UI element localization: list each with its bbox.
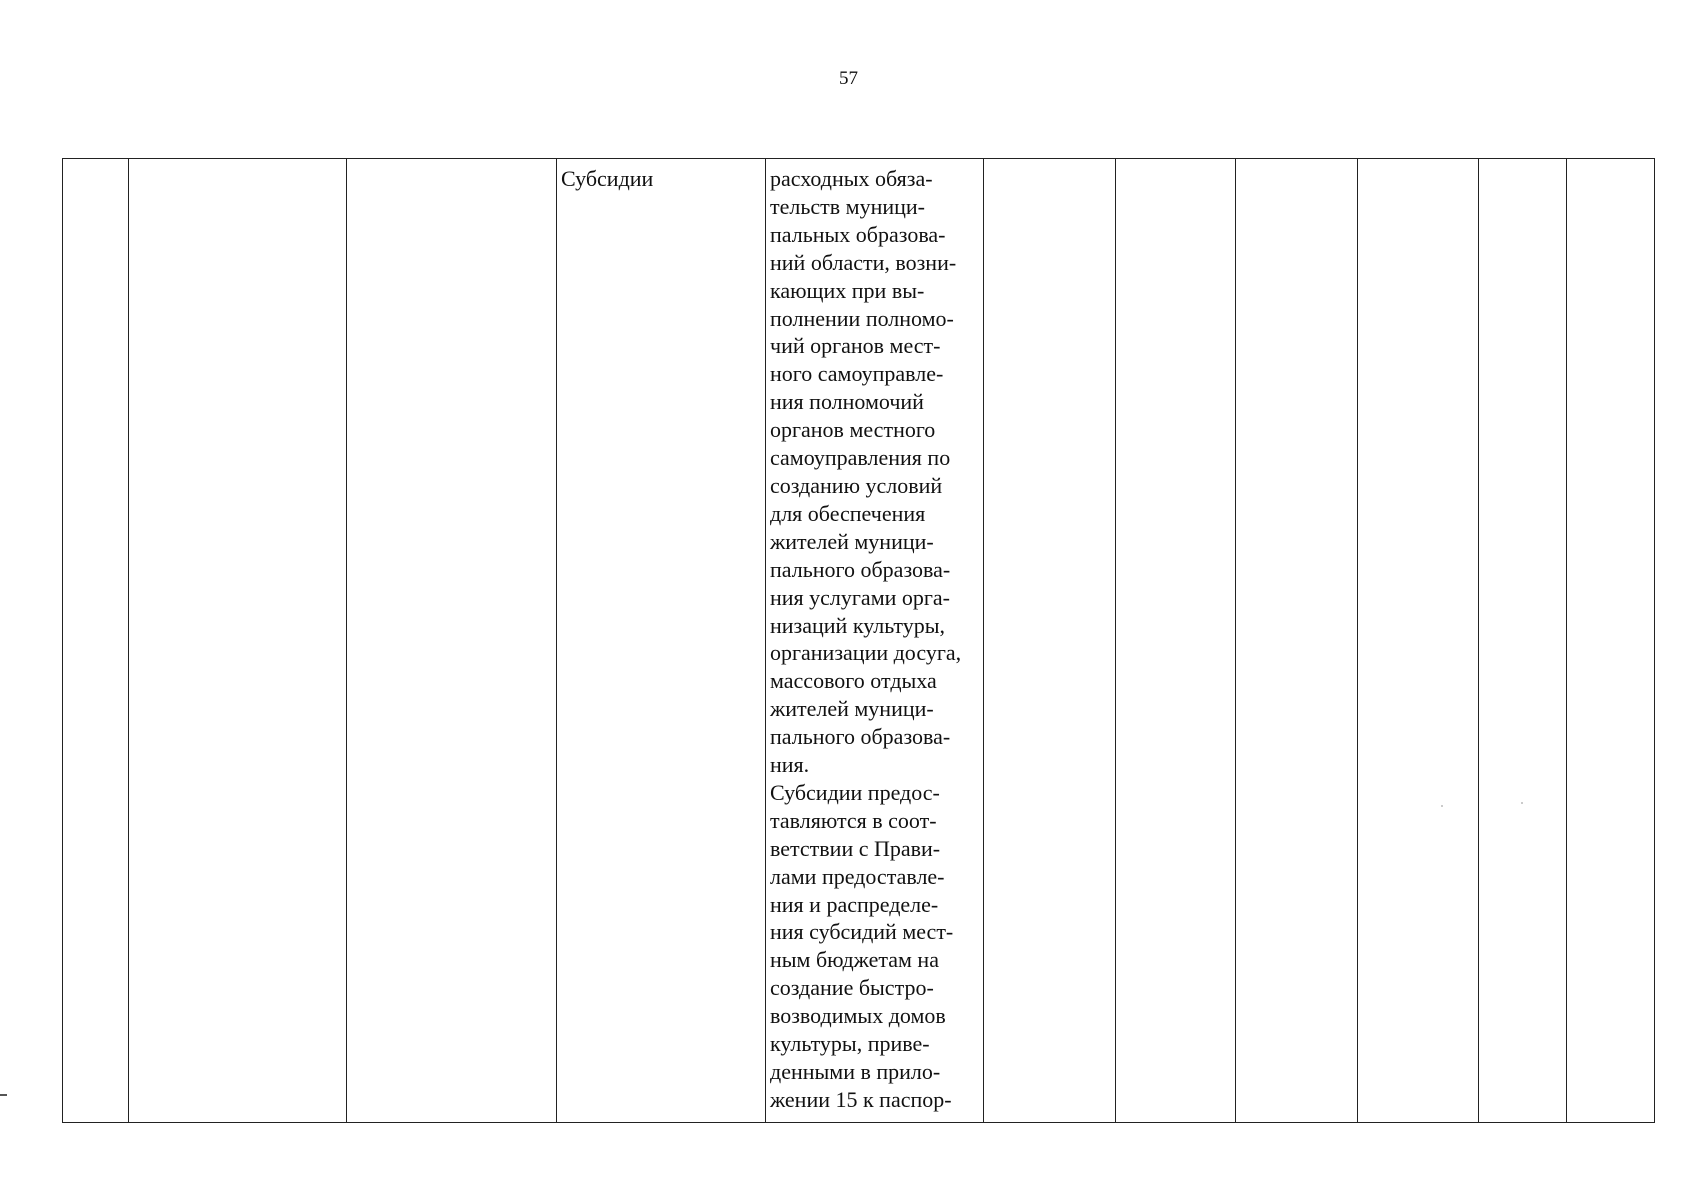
table-cell xyxy=(1479,159,1567,1123)
table-cell xyxy=(1358,159,1479,1123)
table-cell xyxy=(984,159,1116,1123)
scan-artifact-mark xyxy=(0,1094,7,1096)
table-cell xyxy=(347,159,557,1123)
table-cell-source-type: Субсидии xyxy=(557,159,766,1123)
table-cell xyxy=(63,159,129,1123)
table-row xyxy=(63,159,1655,1123)
scan-speck xyxy=(1441,805,1443,807)
table-cell xyxy=(1236,159,1358,1123)
scan-speck xyxy=(1521,802,1523,804)
continuation-table xyxy=(62,158,1655,1123)
table-cell xyxy=(1116,159,1236,1123)
table-cell-description: расходных обяза- тельств муници- пальных образова- ний области, возни- кающих при вы- полнении полномо- чий органов мест- ного самоуправле- ния полномочий органов местного самоуправления по созданию условий для обеспечения жителей муници- пального образова- ния услугами орга- низаций культуры, организации досуга, массового отдыха жителей муници- пального образова- ния. Субсидии предос- тавляются в соот- ветствии с Прави- лами предоставле- ния и распределе- ния субсидий мест- ным бюджетам на создание быстро- возводимых домов культуры, приве- денными в прило- жении 15 к паспор- xyxy=(766,159,984,1123)
page-number: 57 xyxy=(839,68,858,89)
table-cell xyxy=(1567,159,1655,1123)
table-cell xyxy=(129,159,347,1123)
